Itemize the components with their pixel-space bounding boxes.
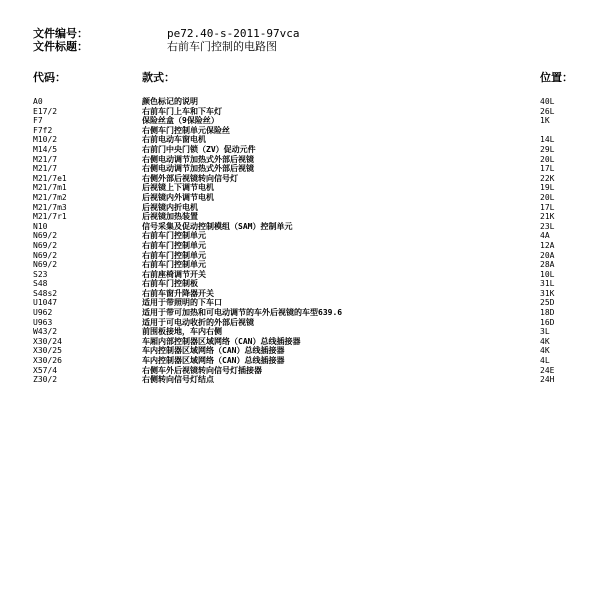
file-title-value: 右前车门控制的电路图 bbox=[167, 40, 277, 53]
column-header-code: 代码： bbox=[33, 71, 66, 84]
component-position: 4A bbox=[540, 231, 550, 241]
list-item bbox=[0, 260, 601, 270]
component-position: 4K bbox=[540, 336, 550, 346]
list-item bbox=[0, 356, 601, 366]
component-description: 右前车窗升降器开关 bbox=[142, 288, 214, 298]
component-description: 车内控制器区域网络（CAN）总线插接器 bbox=[142, 356, 285, 366]
component-code: W43/2 bbox=[33, 327, 58, 337]
component-position: 3L bbox=[540, 327, 550, 337]
component-position: 12A bbox=[540, 240, 555, 250]
component-description: 颜色标记的说明 bbox=[142, 97, 198, 106]
component-code: X30/26 bbox=[33, 356, 62, 366]
component-code: N69/2 bbox=[33, 240, 58, 250]
component-description: 后视镜内折电机 bbox=[142, 202, 198, 212]
component-code: N10 bbox=[33, 221, 48, 231]
component-description: 后视镜上下调节电机 bbox=[142, 183, 214, 193]
component-code: F7f2 bbox=[33, 125, 53, 135]
list-item bbox=[0, 318, 601, 328]
component-code: M21/7m1 bbox=[33, 183, 67, 193]
component-description: 后视镜内外调节电机 bbox=[142, 192, 214, 202]
component-position: 24E bbox=[540, 365, 555, 375]
column-header-position: 位置： bbox=[540, 71, 573, 84]
list-item bbox=[0, 174, 601, 184]
component-position: 25D bbox=[540, 298, 555, 308]
component-position: 10L bbox=[540, 269, 555, 279]
component-description: 右前座椅调节开关 bbox=[142, 269, 206, 279]
component-position: 22K bbox=[540, 173, 555, 183]
component-position: 20A bbox=[540, 250, 555, 260]
component-description: 后视镜加热装置 bbox=[142, 212, 198, 222]
component-code: M14/5 bbox=[33, 144, 58, 154]
component-position: 31L bbox=[540, 279, 555, 289]
component-description: 右前门中央门锁（ZV）促动元件 bbox=[142, 144, 256, 154]
component-description: 右前车门控制单元 bbox=[142, 240, 206, 250]
component-description: 右前车门控制单元 bbox=[142, 250, 206, 260]
component-position: 17L bbox=[540, 202, 555, 212]
component-description: 前围板接地，车内右侧 bbox=[142, 327, 222, 337]
list-item bbox=[0, 308, 601, 318]
list-item bbox=[0, 241, 601, 251]
component-description: 车厢内部控制器区域网络（CAN）总线插接器 bbox=[142, 336, 301, 346]
list-item bbox=[0, 375, 601, 385]
component-code: Z30/2 bbox=[33, 375, 58, 385]
list-item bbox=[0, 327, 601, 337]
file-number-value: pe72.40-s-2011-97vca bbox=[167, 27, 300, 40]
component-position: 4K bbox=[540, 346, 550, 356]
component-description: 右侧电动调节加热式外部后视镜 bbox=[142, 154, 254, 164]
component-code: U962 bbox=[33, 308, 53, 318]
list-item bbox=[0, 164, 601, 174]
list-item bbox=[0, 107, 601, 117]
component-description: 保险丝盒（9保险丝） bbox=[142, 116, 219, 126]
list-item bbox=[0, 289, 601, 299]
component-description: 右前车门上车和下车灯 bbox=[142, 106, 222, 116]
component-code: M21/7r1 bbox=[33, 212, 67, 222]
component-position: 19L bbox=[540, 183, 555, 193]
component-description: 右前车门控制板 bbox=[142, 279, 198, 289]
component-code: M21/7m3 bbox=[33, 202, 67, 212]
list-item bbox=[0, 231, 601, 241]
component-position: 1K bbox=[540, 116, 550, 126]
component-position: 24H bbox=[540, 375, 555, 385]
list-item bbox=[0, 183, 601, 193]
component-code: N69/2 bbox=[33, 250, 58, 260]
component-position: 4L bbox=[540, 356, 550, 366]
component-position: 40L bbox=[540, 97, 555, 106]
component-description: 适用于带照明的下车口 bbox=[142, 298, 222, 308]
component-code: M21/7e1 bbox=[33, 173, 67, 183]
list-item bbox=[0, 155, 601, 165]
component-code: M10/2 bbox=[33, 135, 58, 145]
list-item bbox=[0, 279, 601, 289]
component-position: 20L bbox=[540, 192, 555, 202]
list-item bbox=[0, 222, 601, 232]
component-description: 车内控制器区域网络（CAN）总线插接器 bbox=[142, 346, 285, 356]
component-position: 17L bbox=[540, 164, 555, 174]
component-description: 右前车门控制单元 bbox=[142, 231, 206, 241]
component-description: 右前电动车窗电机 bbox=[142, 135, 206, 145]
file-title-label: 文件标题： bbox=[33, 40, 88, 53]
component-description: 信号采集及促动控制模组（SAM）控制单元 bbox=[142, 221, 293, 231]
component-position: 26L bbox=[540, 106, 555, 116]
list-item bbox=[0, 145, 601, 155]
component-code: N69/2 bbox=[33, 260, 58, 270]
component-description: 右侧电动调节加热式外部后视镜 bbox=[142, 164, 254, 174]
list-item bbox=[0, 135, 601, 145]
component-position: 18D bbox=[540, 308, 555, 318]
component-code: U963 bbox=[33, 317, 53, 327]
component-position: 20L bbox=[540, 154, 555, 164]
component-position: 28A bbox=[540, 260, 555, 270]
list-item bbox=[0, 212, 601, 222]
component-code: X30/25 bbox=[33, 346, 62, 356]
component-code: A0 bbox=[33, 97, 43, 106]
component-description: 右前车门控制单元 bbox=[142, 260, 206, 270]
component-code: M21/7 bbox=[33, 154, 58, 164]
component-code: X30/24 bbox=[33, 336, 62, 346]
list-item bbox=[0, 298, 601, 308]
list-item bbox=[0, 270, 601, 280]
component-position: 29L bbox=[540, 144, 555, 154]
column-header-model: 款式： bbox=[142, 71, 175, 84]
component-code: S48s2 bbox=[33, 288, 58, 298]
component-code: U1047 bbox=[33, 298, 58, 308]
list-item bbox=[0, 251, 601, 261]
component-position: 31K bbox=[540, 288, 555, 298]
component-position: 21K bbox=[540, 212, 555, 222]
component-code: E17/2 bbox=[33, 106, 58, 116]
list-item bbox=[0, 337, 601, 347]
list-item bbox=[0, 116, 601, 126]
component-description: 适用于带可加热和可电动调节的车外后视镜的车型639.6 bbox=[142, 308, 343, 318]
file-number-label: 文件编号： bbox=[33, 27, 88, 40]
component-list bbox=[0, 97, 601, 385]
component-description: 右侧转向信号灯结点 bbox=[142, 375, 214, 385]
list-item bbox=[0, 346, 601, 356]
component-code: S48 bbox=[33, 279, 48, 289]
component-code: M21/7m2 bbox=[33, 192, 67, 202]
component-code: N69/2 bbox=[33, 231, 58, 241]
component-position: 23L bbox=[540, 221, 555, 231]
component-code: F7 bbox=[33, 116, 43, 126]
component-description: 右侧外部后视镜转向信号灯 bbox=[142, 173, 238, 183]
component-code: X57/4 bbox=[33, 365, 58, 375]
component-code: M21/7 bbox=[33, 164, 58, 174]
component-position: 16D bbox=[540, 317, 555, 327]
component-code: S23 bbox=[33, 269, 48, 279]
component-description: 适用于可电动收折的外部后视镜 bbox=[142, 317, 254, 327]
list-item bbox=[0, 193, 601, 203]
component-description: 右侧车门控制单元保险丝 bbox=[142, 125, 230, 135]
list-item bbox=[0, 97, 601, 107]
list-item bbox=[0, 126, 601, 136]
component-position: 14L bbox=[540, 135, 555, 145]
list-item bbox=[0, 366, 601, 376]
component-description: 右侧车外后视镜转向信号灯插接器 bbox=[142, 365, 262, 375]
list-item bbox=[0, 203, 601, 213]
